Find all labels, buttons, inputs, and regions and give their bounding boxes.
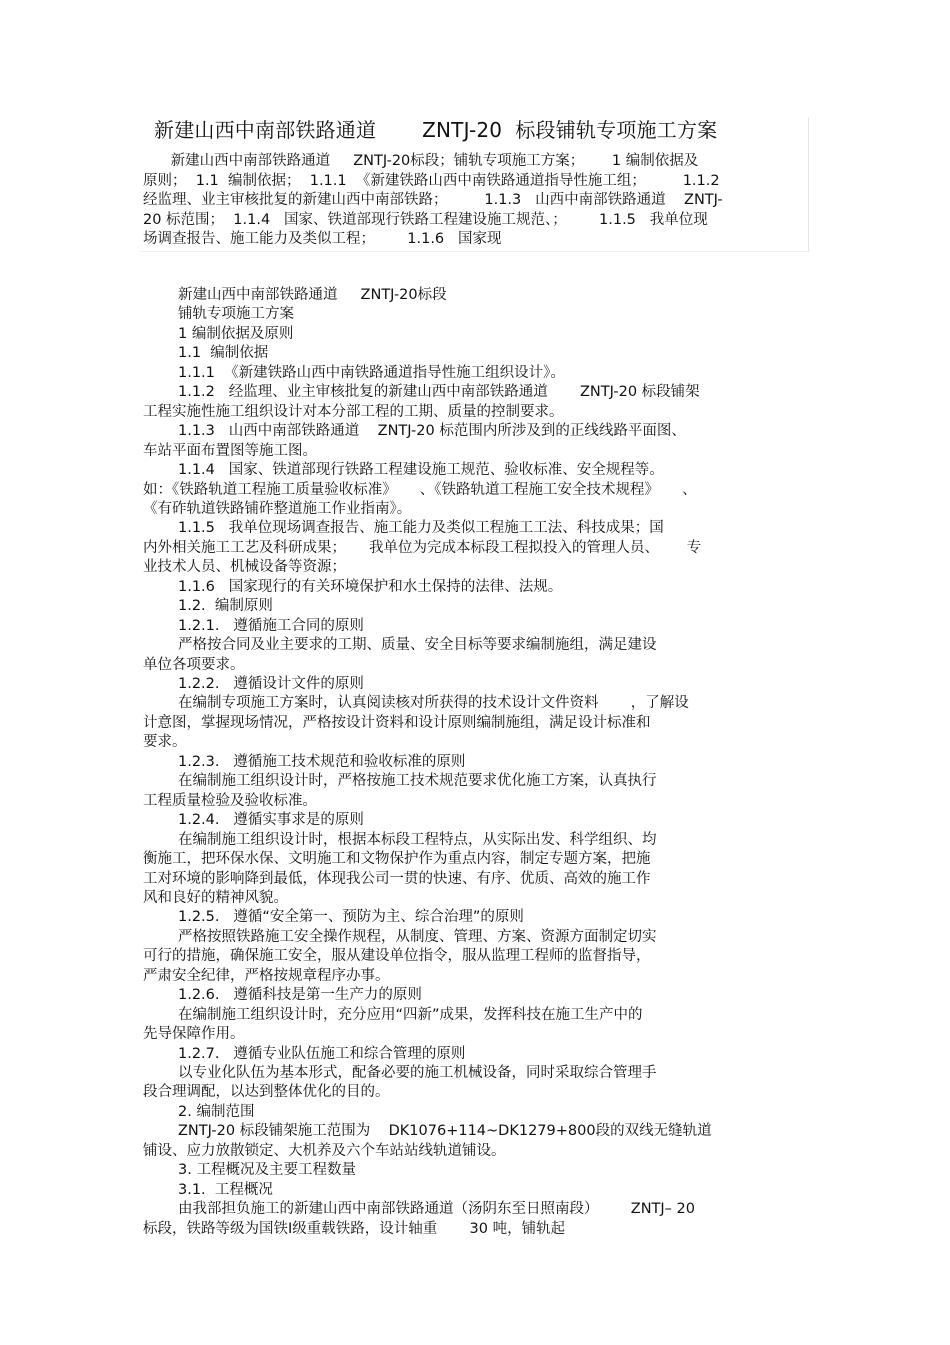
body-line: 1.2.3. 遵循施工技术规范和验收标准的原则 [178, 753, 466, 770]
body-line: 工程质量检验及验收标准。 [143, 792, 317, 809]
body-line: 3.1. 工程概况 [178, 1181, 273, 1198]
body-line: 铺轨专项施工方案 [178, 306, 294, 323]
body-line: 在编制施工组织设计时，根据本标段工程特点，从实际出发、科学组织、均 [178, 831, 657, 848]
summary-line: 20 标范围； 1.1.4 国家、铁道部现行铁路工程建设施工规范、； 1.1.5 我单位现 [143, 211, 708, 228]
body-line: 业技术人员、机械设备等资源； [143, 559, 346, 576]
body-line: 铺设、应力放散锁定、大机养及六个车站站线轨道铺设。 [143, 1142, 506, 1159]
body-line: 《有砟轨道铁路铺砟整道施工作业指南》。 [143, 500, 412, 517]
body-line: 严格按照铁路施工安全操作规程，从制度、管理、方案、资源方面制定切实 [178, 928, 657, 945]
body-line: 标段，铁路等级为国铁Ⅰ级重载铁路，设计轴重 30 吨，铺轨起 [143, 1220, 566, 1237]
summary-line: 场调查报告、施工能力及类似工程； 1.1.6 国家现 [143, 231, 502, 247]
body-line: 车站平面布置图等施工图。 [143, 442, 317, 459]
body-line: 新建山西中南部铁路通道 ZNTJ-20标段 [178, 287, 447, 303]
body-line: 1.1 编制依据 [178, 345, 269, 362]
body-line: 1.1.1 《新建铁路山西中南铁路通道指导性施工组织设计》。 [178, 364, 565, 381]
body-line: 单位各项要求。 [143, 656, 245, 673]
body-line: 内外相关施工工艺及科研成果； 我单位为完成本标段工程拟投入的管理人员、 专 [143, 539, 702, 556]
body-line: 由我部担负施工的新建山西中南部铁路通道（汤阴东至日照南段） ZNTJ– 20 [178, 1201, 695, 1218]
body-line: 工对环境的影响降到最低，体现我公司一贯的快速、有序、优质、高效的施工作 [143, 870, 651, 887]
body-line: 1.1.4 国家、铁道部现行铁路工程建设施工规范、验收标准、安全规程等。 [178, 462, 664, 479]
body-line: 在编制施工组织设计时，充分应用“四新”成果，发挥科技在施工生产中的 [178, 1006, 643, 1023]
body-line: 1.1.3 山西中南部铁路通道 ZNTJ-20 标范围内所涉及到的正线线路平面图、 [178, 423, 686, 440]
summary-line: 经监理、业主审核批复的新建山西中南部铁路； 1.1.3 山西中南部铁路通道 ZNTJ- [143, 192, 723, 208]
document-title: 新建山西中南部铁路通道 ZNTJ-20 标段铺轨专项施工方案 [154, 118, 718, 142]
body-line: 在编制专项施工方案时，认真阅读核对所获得的技术设计文件资料 ，了解设 [178, 695, 689, 712]
body-line: 严肃安全纪律，严格按规章程序办事。 [143, 967, 390, 984]
body-line: 以专业化队伍为基本形式，配备必要的施工机械设备，同时采取综合管理手 [178, 1065, 657, 1081]
body-line: 段合理调配，以达到整体优化的目的。 [143, 1084, 390, 1101]
body-line: 1.2. 编制原则 [178, 598, 273, 615]
summary-line: 新建山西中南部铁路通道 ZNTJ-20标段；铺轨专项施工方案； 1 编制依据及 [143, 153, 699, 169]
body-line: 严格按合同及业主要求的工期、质量、安全目标等要求编制施组，满足建设 [178, 637, 657, 654]
body-line: 1.1.2 经监理、业主审核批复的新建山西中南部铁路通道 ZNTJ-20 标段铺架 [178, 384, 700, 401]
body-line: ZNTJ-20 标段铺架施工范围为 DK1076+114~DK1279+800段的双线无缝轨道 [178, 1123, 712, 1140]
body-line: 1.2.7. 遵循专业队伍施工和综合管理的原则 [178, 1045, 466, 1062]
body-line: 在编制施工组织设计时，严格按施工技术规范要求优化施工方案，认真执行 [178, 773, 657, 790]
body-line: 衡施工，把环保水保、文明施工和文物保护作为重点内容，制定专题方案，把施 [143, 851, 651, 868]
body-line: 1.2.6. 遵循科技是第一生产力的原则 [178, 987, 422, 1004]
summary-line: 原则； 1.1 编制依据； 1.1.1 《新建铁路山西中南铁路通道指导性施工组； 1.1.2 [143, 172, 720, 189]
body-line: 先导保障作用。 [143, 1026, 245, 1043]
body-line: 要求。 [143, 734, 187, 751]
body-line: 1.2.1. 遵循施工合同的原则 [178, 617, 364, 634]
body-line: 1 编制依据及原则 [178, 325, 294, 342]
body-line: 计意图，掌握现场情况，严格按设计资料和设计原则编制施组，满足设计标准和 [143, 714, 651, 731]
body-line: 如：《铁路轨道工程施工质量验收标准》 、《铁路轨道工程施工安全技术规程》 、 [143, 481, 697, 498]
body-line: 3. 工程概况及主要工程数量 [178, 1162, 356, 1179]
body-line: 工程实施性施工组织设计对本分部工程的工期、质量的控制要求。 [143, 403, 564, 420]
body-line: 2. 编制范围 [178, 1103, 255, 1120]
body-line: 1.1.6 国家现行的有关环境保护和水土保持的法律、法规。 [178, 578, 563, 595]
body-line: 1.2.4. 遵循实事求是的原则 [178, 812, 364, 829]
body-line: 1.1.5 我单位现场调查报告、施工能力及类似工程施工工法、科技成果；国 [178, 520, 664, 537]
body-line: 1.2.5. 遵循“安全第一、预防为主、综合治理”的原则 [178, 909, 524, 926]
body-line: 可行的措施，确保施工安全，服从建设单位指令，服从监理工程师的监督指导， [143, 948, 651, 965]
body-line: 风和良好的精神风貌。 [143, 889, 288, 906]
body-line: 1.2.2. 遵循设计文件的原则 [178, 676, 364, 692]
